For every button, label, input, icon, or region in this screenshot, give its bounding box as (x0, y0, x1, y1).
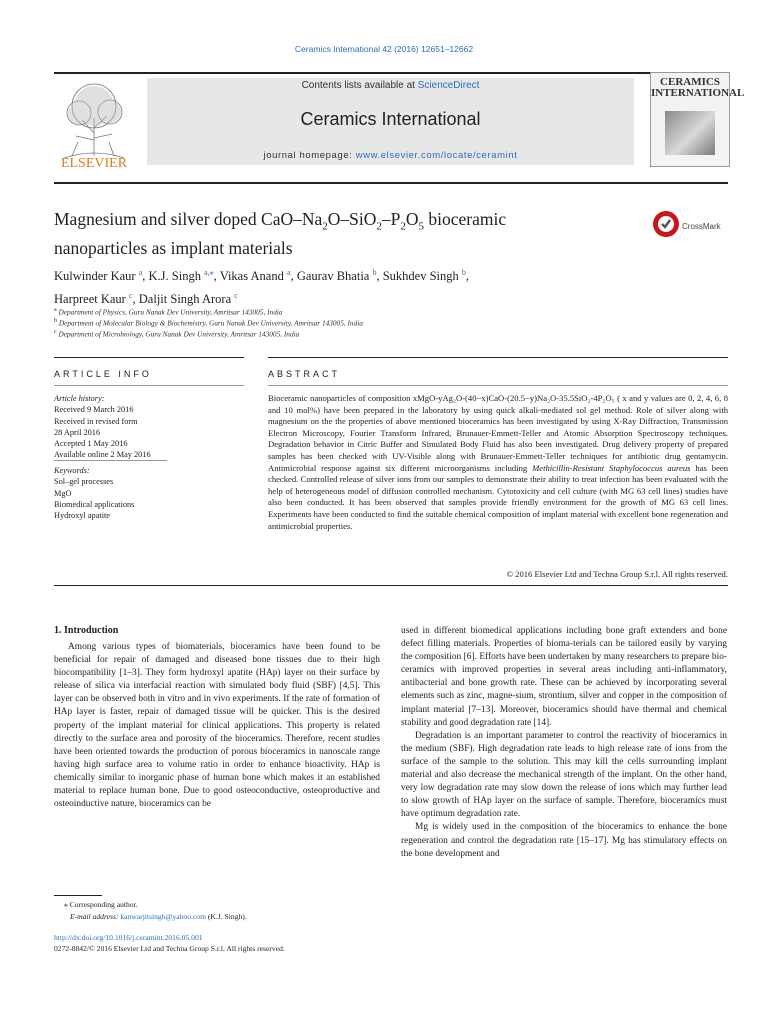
homepage-link[interactable]: www.elsevier.com/locate/ceramint (355, 150, 518, 161)
footnote-corresponding: Corresponding author. (69, 900, 138, 909)
title-part: O–SiO (327, 209, 377, 229)
author-sep: , (465, 269, 470, 284)
abstract-bottom-rule (54, 585, 728, 586)
intro-paragraph: used in different biomedical applications including bone graft extenders and bone defect filling materials. Properties of bioma-terials can be tailored easily by varying the composition [6]. Efforts have been undertaken by many researchers to prepare bio-ceramics with improved properties in several areas including anti-inflammatory, antibacterial and bone growth rate. These can be achieved by incorporating several elements such as zinc, magne-sium, strontium, silver and copper in the composition of implant material [7–13]. Moreover, bioceramics should have thermal and chemical stability and good degradation rate [14]. (401, 626, 727, 728)
doi-block (54, 933, 454, 954)
history-divider (54, 460, 167, 461)
article-info-heading: ARTICLE INFO (54, 369, 152, 379)
title-line2: nanoparticles as implant materials (54, 237, 293, 258)
history-item: Accepted 1 May 2016 (54, 439, 128, 449)
author-sup[interactable]: b (461, 268, 466, 277)
author-sup[interactable]: c (128, 291, 133, 301)
affiliation-b (54, 318, 363, 327)
homepage-line (147, 150, 634, 161)
intro-left-column (54, 641, 380, 811)
keywords-block (54, 465, 244, 521)
history-item: 28 April 2016 (54, 427, 101, 437)
cover-image (665, 111, 715, 155)
journal-name: Ceramics International (300, 109, 481, 129)
email-link[interactable]: kanwarjitsingh@yahoo.com (120, 911, 206, 921)
affiliation-sup: c (54, 329, 57, 335)
journal-citation[interactable]: Ceramics International 42 (2016) 12651–12662 (294, 44, 474, 54)
abstract-rights: © 2016 Elsevier Ltd and Techna Group S.r.l. All rights reserved. (506, 569, 728, 579)
affiliation-text: Department of Molecular Biology & Biochemistry, Guru Nanak Dev University, Amritsar 143005, India (58, 318, 363, 328)
abstract-rule (268, 357, 728, 358)
abstract-body: Bioceramic nanoparticles of composition xMgO-yAg₂O-(40−x)CaO-(20.5−y)Na₂O-35.5SiO₂-4P₂O₅ ( x and y values are 0, 2, 4, 6, 8 and 10 mol%) have been prepared in the laboratory by using quick alkali-mediated sol gel method. Role of silver along with magnesium on the the properties of above mentioned bioceramics has been investigated by using X-Ray Diffraction, Transmission Electron Microscopy, Fourier Transform Infrared, Brunauer-Emmett-Teller and Atomic Absorption Spectroscopy techniques. Degradation behavior in Citric Buffer and Simulated Body Fluid has also been investigated. Drug delivery property of prepared samples has been checked with UV-Visible along with Brunauer-Emmett-Teller techniques for antibiotic drug gentamycin. Antimicrobial response against six different microorganisms including (268, 393, 728, 473)
author-name[interactable]: Harpreet Kaur (54, 292, 126, 307)
author-sep: , (142, 269, 149, 284)
article-history (54, 393, 244, 461)
email-label: E-mail address: (70, 911, 121, 921)
abstract-text (268, 393, 728, 532)
abstract-heading: ABSTRACT (268, 369, 341, 379)
title-part: Magnesium and silver doped CaO–Na (54, 209, 323, 229)
intro-paragraph: Among various types of biomaterials, bioceramics have been found to be beneficial for repair of damaged and diseased bone tissues due to their high biocompatibility [1–3]. They form hydroxyl apatite (HAp) layer on their surface by release of silica via interfacial reaction with simulated body fluid (SBF) [4,5]. This layer can be observed both in vitro and in vivo experiments. If the rate of formation of HAp layer is faster, repair of damaged tissue will be quicker. This is the desired property of the implant material for clinical applications. This property is related directly to the surface area and porosity of the bioceramics. Therefore, recent studies have been oriented towards the production of porous bioceramics in nanoscale range having high surface area to volume ratio in order to enhance bioactivity. HAp is chemically similar to inorganic phase of human bone which makes it an established material to replace human bone. Due to good osteoconductive, osteoproductive and osteoinductive nature, bioceramics can be (54, 642, 380, 810)
keyword: Hydroxyl apatite (54, 511, 110, 521)
history-item: Received 9 March 2016 (54, 405, 134, 415)
author-sep: , (132, 292, 139, 307)
header-bottom-rule (54, 182, 728, 184)
affiliation-text: Department of Physics, Guru Nanak Dev University, Amritsar 143005, India (58, 307, 283, 317)
title-part: bioceramic (424, 209, 507, 229)
article-info-rule (54, 357, 244, 358)
doi-link[interactable]: http://dx.doi.org/10.1016/j.ceramint.2016.05.001 (54, 933, 203, 942)
history-item: Received in revised form (54, 416, 138, 426)
author-sup[interactable]: c (234, 291, 238, 301)
intro-paragraph: Degradation is an important parameter to control the reactivity of bioceramics in the medium (SBF). High degradation rate leads to high release rate of ions from the surface of the sample to the solution. This may kill the cells surrounding implant material and also decrease the mechanical strength of the implant. On the other hand, very low degradation rate may slow down the release of ions which may further lead to slow growth of HAp layer on the surface of sample. Therefore, bioceramics must have optimum degradation rate. (401, 730, 727, 820)
contents-line (147, 80, 634, 91)
author-name[interactable]: Kulwinder Kaur (54, 269, 136, 284)
corresponding-footnote (54, 899, 384, 922)
intro-right-column (401, 625, 727, 861)
affiliation-c (54, 329, 299, 338)
author-name[interactable]: Daljit Singh Arora (138, 292, 232, 307)
title-part: –P (381, 209, 401, 229)
crossmark-label: CrossMark (682, 222, 721, 231)
keyword: MgO (54, 488, 72, 498)
affiliation-sup: a (54, 307, 57, 313)
title-sub: 2 (322, 220, 328, 233)
abstract-rule-2 (268, 385, 728, 386)
title-sub: 5 (418, 220, 425, 233)
footnote-rule (54, 895, 102, 896)
affiliation-a (54, 307, 283, 316)
cover-title: CERAMICS INTERNATIONAL (651, 76, 745, 99)
keyword: Sol–gel processes (54, 477, 114, 487)
keywords-label: Keywords: (54, 466, 90, 475)
email-suffix: (K.J. Singh). (206, 911, 247, 921)
footnote-star: ⁎ (64, 900, 68, 909)
author-sup[interactable]: a (287, 268, 291, 277)
intro-paragraph: Mg is widely used in the composition of the bioceramics to enhance the bone regeneration and control the degradation rate [15–17]. Mg has stimulatory effects on the bone development and (401, 822, 727, 859)
author-sep: , (290, 269, 297, 284)
author-name[interactable]: Vikas Anand (219, 269, 284, 284)
issn-line: 0272-8842/© 2016 Elsevier Ltd and Techna Group S.r.l. All rights reserved. (54, 943, 285, 953)
crossmark-icon (652, 210, 680, 238)
author-list (54, 263, 734, 309)
header-rule (54, 72, 728, 74)
affiliation-sup: b (54, 318, 57, 324)
article-info-rule-2 (54, 385, 244, 386)
author-sep: , (213, 269, 220, 284)
contents-prefix: Contents lists available at (301, 80, 418, 91)
keyword: Biomedical applications (54, 499, 135, 509)
elsevier-tree-logo (54, 78, 134, 171)
abstract-body-2: has been checked. Controlled release of silver ions from our samples to demonstrate their ability to treat infection has been evaluated with the help of heterogeneous model of diffusion controlled mechanism. Cytotoxicity and cell culture (with MG 63 cell lines) studies have also been conducted. It has been observed that samples provide friendly environment for the growth of MG 63 cell lines. Experiments have been conducted to find the suitable chemical composition of implant material with excellent bone regeneration and antimicrobial properties. (268, 462, 729, 531)
abstract-italic: Methicillin-Resistant Staphylococcus aureus (532, 462, 691, 473)
journal-cover-thumbnail[interactable] (650, 72, 745, 167)
introduction-heading: 1. Introduction (54, 625, 119, 636)
author-name[interactable]: K.J. Singh (148, 269, 201, 284)
author-sup[interactable]: a,⁎ (204, 268, 214, 277)
history-label: Article history: (54, 394, 105, 403)
title-sub: 2 (376, 220, 382, 233)
sciencedirect-link[interactable]: ScienceDirect (417, 80, 480, 91)
homepage-prefix: journal homepage: (263, 150, 356, 161)
author-sup[interactable]: a (138, 268, 143, 277)
article-title (54, 209, 614, 259)
title-part: O (405, 209, 419, 229)
title-sub: 2 (400, 220, 406, 233)
history-item: Available online 2 May 2016 (54, 450, 151, 460)
elsevier-wordmark: ELSEVIER (60, 156, 128, 171)
affiliation-text: Department of Microbiology, Guru Nanak Dev University, Amritsar 143005, India (58, 329, 300, 339)
author-name[interactable]: Gaurav Bhatia (296, 269, 370, 284)
author-sup[interactable]: b (372, 268, 377, 277)
author-name[interactable]: Sukhdev Singh (382, 269, 459, 284)
author-sep: , (376, 269, 383, 284)
crossmark-button[interactable] (652, 208, 732, 242)
